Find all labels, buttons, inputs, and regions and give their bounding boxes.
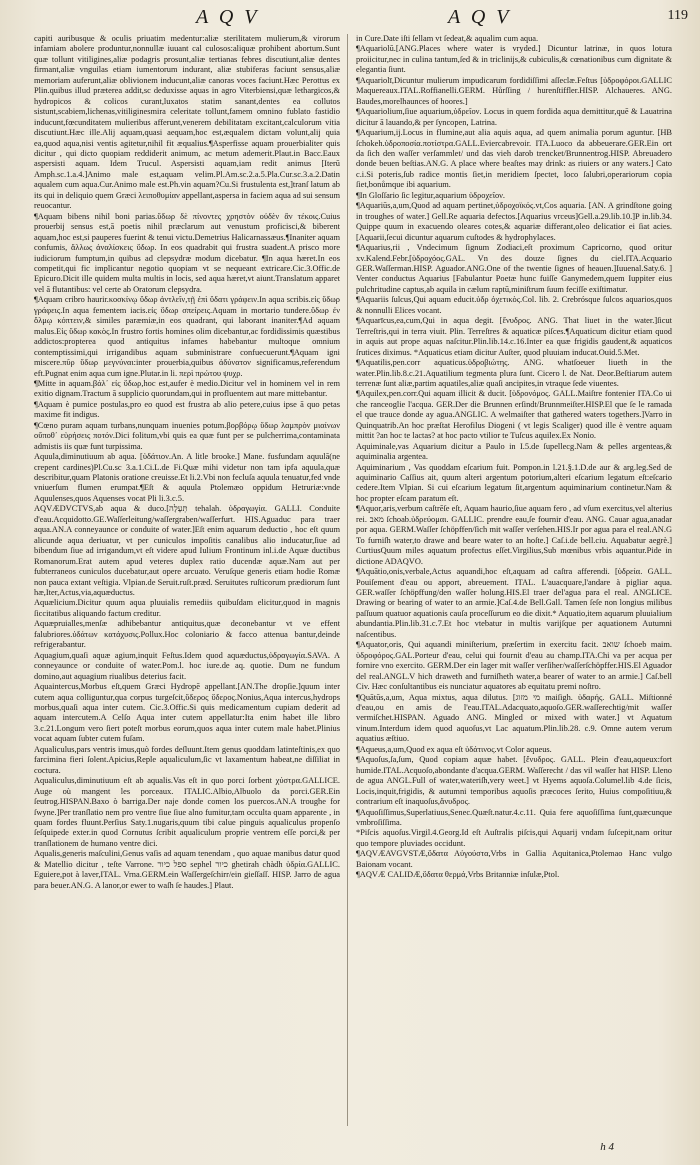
dictionary-entry: ¶Cœno puram aquam turbans,nunquam inuenies potum.βορβόρῳ ὕδωρ λαμπρὸν μιαίνων οὔποθ᾽ εὑρήσεις ποτόν.Dici folitum,vbi quis ea quæ funt per se pulcherrima,contaminata admistis iis quæ funt turpissima. (34, 420, 340, 451)
header-left-title: A Q V (196, 6, 260, 28)
dictionary-entry: ¶Aquātio,onis,verbale,Actus aquandi,hoc eſt,aquam ad caſtra afferendi. [ὑδρεία. GALL. Pouiſement d'eau ou apport, abreuement. ITAL. L'auacquare,l'andare à pigliar aqua. GER.waſſer ſchöpffung/den waſſer holung.HIS.El traer del'agua para el real. ANGLICE. Drawing or bearing of water to an armie.]Caſ.4.de Bell.Gall. Tamen ſeſe non longius milibus paſſuum quatuor aquationis cauſa proceſſurum eo die dixit.* Aquatio,item aquarum pluuialium abundantia.Plin.lib.31.c.7.Et hoc vtebatur in multis varijſque per aquationem Autumni naſcentibus. (356, 567, 672, 639)
dictionary-entry: ¶Aquam è pumice postulas,pro eo quod est frustra ab alio petere,cuius ipse ā quo petas maxime fit indigus. (34, 399, 340, 420)
dictionary-entry: Aquiminarium , Vas quoddam eſcarium fuit. Pompon.in l.21.§.1.D.de aur & arg.leg.Sed de aquiminario Caſſius ait, quum alteri argentum potorium,alteri eſcarium legatum eſt:eſcario cedere.Item Vlpian. Si cui eſcarium legatum ſit,argentum aquiminarium continetur.Nam & hoc propter eſcam paratum eſt. (356, 462, 672, 503)
dictionary-entry: ¶Aquarium,ij.Locus in flumine,aut alia aquis aqua, ad quem animalia porum aguntur. [ΗΒ ſchokeh.ὑδροποσία.ποτίστρα.GALL.Eviercabrevoir. ITA.Luoco da abbeuerare.GER.Ein ort da ſich den waſſer verſammlet/ und das vieh darob trencket/Brunnentrog.HISP. Abreuadero donde beuen beſtias.AN.G. A place where beaſtes may drink: as riuiers or any waters.] Cato c.i.Si poteris,ſub radice montis ſiet,in meridiem ſpectet, loco ſalubri,operariorum copia ſiet,bonůmque ibi aquarium. (356, 128, 672, 190)
dictionary-entry: Aquagium,quaſi aquæ agium,inquit Feſtus.Idem quod aquæductus,ὑδραγωγία.SAVA. A conneyaunce or conduite of water.Pom.l. hoc iure.de aq. quotie. Dum ne fundum domino,aut aquagium riualibus deterius facit. (34, 650, 340, 681)
dictionary-entry: ¶In Gloſſario ſic legitur,aquarium ὑδροχεῖον. (356, 190, 506, 200)
header-right-title: A Q V (448, 6, 512, 28)
dictionary-entry: ¶AQVÆ CALIDÆ,ὕδατα θερμά,Vrbs Britanniæ inſulæ,Ptol. (356, 870, 560, 880)
left-column (34, 34, 340, 1134)
dictionary-entry: Aquælicium.Dicitur quum aqua pluuialis remediis quibuſdam elicitur,quod in magnis ſiccitatibus aliquando factum creditur. (34, 598, 340, 618)
dictionary-entry: ¶Aquarius,rii , Vndecimum ſignum Zodiaci,eſt proximum Capricorno, quod oritur xv.Kalend.Febr.[ὑδροχόος.GAL. Vn des douze ſignes du ciel.ITA.Acquario GER.Waſſerman.HISP. Aguador.ANG.One of the twentie ſignes of heauen.]Iuuenal.Saty.6. ] Venter conductus Aquarius [Fabulantur Poetæ hunc fuiſſe Ganymedem,quem Iuppiter eius pulchritudine captus,ab aquila in cælum raptū,miniſtrum ſuum feciſſe exiſtimatur. (356, 243, 672, 294)
dictionary-entry: ¶Aquariis ſulcus,Qui aquam educit.ὑδρ ὀχετικὸς.Col. lib. 2. Crebrósque ſulcos aquarios,quos & nonnulli Elices vocant. (356, 295, 672, 315)
dictionary-entry: Aquiminale,vas Aquarium dicitur a Paulo in I.5.de ſupellecg.Nam & pelles argenteas,& aquiminalia argentea. (356, 441, 672, 462)
page-number: 119 (667, 8, 688, 23)
dictionary-entry: ¶Aquariūs,a,um,Quod ad aquam pertinet,ὑδροχοϊκός.vt,Cos aquaria. [AN. A grindſtone going in troughes of water.] Gell.Re aquaria defectos.[Aquarius vrceus]Gell.a.29.lib.10.]P in.lib.34. Quippe quum in exacuendo oleares cotes,& aquariæ differant,oleo delicatior ei ſiat acies.[Aquarii,ſecui dicuntur aquarum cuſtodes & hydrophylaces. (356, 201, 672, 242)
column-divider (347, 34, 348, 1126)
right-column (356, 34, 672, 1134)
dictionary-entry: ¶Quātūs,a,um, Aqua mixtus, aqua dilutus. [מי מזוג maiſigh. ὑδαρής. GALL. Miſtionné d'eau,ou en amis de l'eau.ITAL.Adacquato,aquoſo.GER.waſſerechtig/mit waſſer vermiſchet.HISPAN. Aguado ANG. Mingled or mixed with water.] vt Aquatum vinum.Interdum idem quod aquoſus,vt Lac aquatum.Plin.lib.28. c.9. Omne autem verum aquatius æſtiuo. (356, 692, 672, 744)
dictionary-entry: Aqualis,generis maſculini,Genus vaſis ad aquam tenendam , quo aquae manibus datur quod & Matellio dicitur , teſte Varrone. ספל כיור sephel כיור ghetirah chàdh ὑδρία.GALLIC. Eguiere,pot à laver,ITAL. Vrna.GERM.ein Waſſergeſchirr/ein gieſſaſſ. HISP. Jarro de agua para beuer.AN.G. A lanor,or ewer to waſh ſe haudes.] Plaut. (34, 849, 340, 890)
dictionary-entry: ¶Aquariolium,ſiue aquarium,ὑδρεῖον. Locus in quem fordida aqua demittitur,quē & Lauatrina dicitur ā lauando,& per ſyncopen, Latrina. (356, 107, 672, 127)
signature-mark: h 4 (600, 1141, 614, 1153)
dictionary-entry: ¶Aqueus,a,um,Quod ex aqua eſt ὑδάτινος.vt Color aqueus. (356, 744, 552, 754)
dictionary-entry: ¶Aquarīcus,ea,cum,Qui in aqua degit. [ἔνυδρος. ANG. That liuet in the water.]ſicut Terreſtris,qui in terra viuit. Plin. Terreſtres & aquaticæ piſces.¶Aquaticum dicitur etiam quod in aquis aut prope aquas naſcitur.Plin.lib.14.c.16.Inter ea quæ frigidis gaudent,& aquaticos ſrutices diximus. *Aquaticus etiam dicitur Auſter, quod pluuiam inducat.Ouid.5.Met. (356, 316, 672, 357)
dictionary-entry: ¶Aquilex,pen.corr.Qui aquam illicit & ducit. [ὑδρονόμος. GALL.Maiſtre fontenier ITA.Co ui che ranceoglie l'acqua. GER.Der die Brunnen erſindt/Brunnmeiſter.HISP.El que ſe le ramada el que trauce donde ay agua.ANGLIC. A welmaiſter that gathered waters togethers.]Varro in Quinquatrib.An hoc præſtat Herofilus Diogeni ( vt legis Scaliger) quod ille è ventre aquam mittit ?an hoc te lactas? at hoc pacto vtilior te Tuſcus aquilex.Ex Nonio. (356, 389, 672, 441)
dictionary-entry: Aquaintercus,Morbus eſt,quem Græci Hydropē appellant.[AN.The dropſie.]quum inter cutem aqua colliguntur,qua corpus turgeſcit,ὕδερος ὕδερος.Nonius,Aqua intercus,hydrops morbus,quaſi aqua inter cutem. Cic.3.Offic.Si quis medicamentum cupiam dederit ad aquam intercutem.A Celſo Aqua inter cutem appellatur:Ita enim habet ille libro 3.c.21.Longum vero ſiert poteſt morbus eorum,quos aqua inter cutem male habet.Plinius vocat aquam ſubter cutem fuſam. (34, 682, 340, 744)
dictionary-entry: ¶Aquariolī,Dicuntur mulierum impudicarum fordidiſſimi aſſeclæ.Feſtus [ὑδροφόροι.GALLIC Maquereaux.ITAL.Roffianelli.GERM. Hůrſſing / hurenſtiffler.HISP. Alchaueres. ANG. Baudes,morelhaunces of hoores.] (356, 75, 672, 106)
dictionary-entry: Aquæpruialles,menſæ adhibebantur antiquitus,quæ deconebantur vt ve effent falubriores.ὑδάτων κατάχυσις.Pollux.Hoc coloniario & facco attenua bantur,deinde refrigerabantur. (34, 619, 340, 650)
dictionary-entry: Aqualiculus,diminutiuum eſt ab aqualis.Vas eſt in quo porci ſorbent χύστρα.GALLICE. Auge où mangent les porceaux. ITALIC.Albio,Albuolo da porci.GER.Ein ſeutrog.HISPAN.Baxo ò barriga.Der naje donde comen los puercos.AN.A troughe for ſwyne.]Per tranſlatio nem pro ventre ſiue ſiue alno fumitur,tam occulta quam apparente , in quam fordes fluunt.Perſius Saty.1.nugaris,quum tibi calue pinguis aqualiculus propenſo ſeſquipede exter.in quod Cornutus ſcribit aqualiculum proprie ventrem eſſe porci,& per tranſlationem de humano ventre dici. (34, 776, 340, 848)
dictionary-entry: AQVÆDVCTVS,ab aqua & duco.[תְּעָלָה tehalah. ὑδραγωγία. GALLI. Conduite d'eau.Acquidotto.GE.Waſſerleitung/waſſergraben/waſſerfurt. HIS.Aguaduc para traer aqua.AN.A conneyaunce or conduite of water.]Eſt enim aquarum deductio , hoc eſt quum alicunde aqua deriuatur, vt per cuniculos impoſitis canalibus alio inducatur,ſiue ad bibendum ſiue ad irrigandum,vt eſt videre apud Iulium Frontinum inl.i.de Aquæ ductibus Romanorum.Erat autem apud veteres duplex ratio ducendæ aquæ.Nam aut per fubterraneos cuniculos ducebatur,aut opere arcuato. Veruſque generis etiam hodie Romæ non pauca extant veſtigia. Vlpian.de Seruit.ruſt.præd. Seruitutes ruſticorum prædiorum ſunt hæ,Iter,Actus,via,aquæductus. (34, 504, 340, 598)
dictionary-entry: in Cure.Date iſti ſellam vt ſedeat,& aqualim cum aqua. (356, 34, 539, 43)
dictionary-entry: Aquula,diminutiuum ab aqua. [ὑδάτιον.An. A litle brooke.] Mane. fusfundam aquulā(ne crepent cardines)Pl.Cu.sc 3.a.1.Ci.L.de Fi.Quæ mihi videtur non tam ipfa aquula,quæ describitur,quam Platonis oratione creuisse.Et li.2.Vbi non fecluſa aquula tenuatur,fed vnde vniuerſum flumen erumpat.¶Eſt & aquula Ptolemæo oppidum Hetruriæ:vnde Aquulenses,quos Aquenses vocat Pli li.3.c.5. (34, 452, 340, 503)
dictionary-entry: *Piſcis aquoſus.Virgil.4.Georg.Id eſt Auſtralis piſcis,qui Aquarij vndam ſuſcepit,nam oritur quo tempore pluviades occidunt. (356, 828, 672, 848)
dictionary-entry: ¶Aquariolū.[ANG.Places where water is vryded.] Dicuntur latrinæ, in quos lotura proiicitur,nec in culina tantum,ſed & in triclinijs,& cubiculis,& cœnationibus cum dignitate & elegantia ſiunt. (356, 44, 672, 75)
dictionary-entry: ¶Aquatilis,pen.corr aquaticus.ὑδροβιώτης. ANG. whatſoeuer liueth in the water.Plin.lib.8.c.21.Aquatilium tegmenta plura ſunt. Cicero l. de Nat. Deor.Beſtiarum autem terrenæ ſunt aliæ,partim aquatiles,aliæ quaſi ancipites,in vtraque ſede viuentes. (356, 358, 672, 388)
dictionary-entry: ¶Aquam bibens nihil boni parias.ὕδωρ δὲ πίνοντες χρηστὸν οὐδὲν ἂν τέκοις.Cuius prouerbij sensus est,ā poetis nihil præclarum aut venustum proficisci,& biberent aquam,hoc est,si pauperes fuerint & tenui victu.Demetrius Halicarnassæus.¶Inaniter aquam confumis, ἄλλως ἀναλίσκεις ὕδωρ. In eos quadrabit qui frustra suadent.A prisco more iudiciorum fumptum,in quibus ad clepsydræ modum dicebatur. ¶In aqua hæret.In eos competit,qui fic implicantur negotio quopiam vt se nequeant extricare.Cic.3.Offic.de Epicuro.Dicit ille quidem multa multis in locis, sed aqua hæret,vt aiunt.Translatum apparet vel ā flutantibus: vel certe ab Oratorum clepsydra. (34, 211, 340, 294)
dictionary-entry: ¶Aquator,oris, Qui aquandi miniſterium, præſertim in exercitu facit. שואב ſchoeb maim. ὑδροφόρος.GAL.Porteur d'eau, celui qui fournit d'eau au champ.ITA.Chi va per acqua per fornire vno exercito. GERM.Der ein lager mit waſſer verſiher/waſſerſchöpffer.HIS.El Aguador del real.ANGL.V hich draweth and furniſheth water,a bearer of water to an armie.] Caſ.bell Civ. Hæc conſultantibus eis nunciatur aquatores ab equitatu premi noſtro. (356, 640, 672, 692)
dictionary-entry: ¶AQVÆAVGVSTÆ,ὕδατα Αὐγούστα,Vrbs in Gallia Aquitanica,Ptolemao Hanc vulgo Baionam vocant. (356, 849, 672, 869)
dictionary-entry: ¶Aquor,aris,verbum caſtrēſe eſt, Aquam haurio,ſiue aquam fero , ad vſum exercitus,vel alterius rei. מאב ſchoab.ὑδρεύομαι. GALLIC. prendre eau,ſe fournir d'eau. ANG. Cauar agua,anadar por aqua. GERM.Waſſer ſchöpffen/ſich mit waſſer verſehen.HIS.Ir por agua para el real.AN.G To furniſh water,to drawe and beare water to an hoſte.] Caſ.i.de bell.ciu. Aquabatur aegrè.] CurtiusQuum miles aquatum profectus eſſet.Virgilius,Sub mœnibus vrbis aquantur.Pide in dictione ADAQVO. (356, 504, 672, 566)
dictionary-entry: ¶Aquoſiſſimus,Superlatiuus,Senec.Quæſt.natur.4.c.11. Quia fere aquoſiſſima ſunt,quæcunque vmbroſiſſima. (356, 807, 672, 827)
running-header (0, 6, 700, 32)
dictionary-entry: ¶Aquoſus,ſa,ſum, Quod copiam aquæ habet. [ἔνυδρος. GALL. Plein d'eau,aqueux:fort humide.ITAL.Acquoſo,abondante d'acqua.GERM. Waſſerecht / das vil waſſer hat HISP. Lleno de agua ANGL.Full of water,wateriſh,very weet.] vt Hyems aquoſa.Columel.lib 4.de ſicis, Locis,inquit,frigidis, & autumni temporibus aquoſis præcoces ſerito, Huius compoſitiuu,& contrarium eſt inaquoſus,ἄνυδρος. (356, 755, 672, 807)
dictionary-entry: ¶Mitte in aquam.βάλ᾽ εἰς ὕδωρ,hoc est,aufer è medio.Dicitur vel in hominem vel in rem exitio dignam.Tractum ā supplicio quorundam,qui in profluentem aut mare mittebantur. (34, 378, 340, 399)
dictionary-entry: ¶Aquam cribro haurir.κοσκίνῳ ὕδωρ ἀντλεῖν,τῇ ἐπὶ ὕδατι γράφειν.In aqua scribis.εἰς ὕδωρ γράφεις.In aqua fementem iacis.εἰς ὕδωρ σπείρεις.Aquam in mortario tundere.ὕδωρ ἐν ὅλμῳ κόπτειν,& similes paræmiæ,in eos quadrant, qui laborant inaniter.¶Ad aquam malus.Εἰς ὕδωρ κακὸς.In frustro fortis homines olim dicebantur,ac fordidissimis quæstibus addictos:propterea quod antiquitus infames habebantur multoque omnium contemptissimi,qui irrigandibus aquam subministrare confuecuerunt.¶Aquam igni miscere.πῦρ ὕδωρ μεγνύναι:inter prouerbia,quibus ἀδύνατον significamus,referendum eft.Pugnat enim aqua cum igne.Plutar.in li. περὶ πρώτου ψυχρ. (34, 295, 340, 378)
dictionary-entry: Aqualiculus,pars ventris imus,quò fordes deſluunt.Item genus quoddam latinteſtinis,ex quo farcimina fieri ſolent.Apicius,Reple aqualiculum,ſic vt laxamentum habeat,ne diſſiliat in coctura. (34, 744, 340, 775)
dictionary-entry: capiti auribusque & oculis priuatim medentur:aliæ sterilitatem mulierum,& virorum infamiam abolere produntur,nonnullæ iuuant cal culosos:aliquæ prohibent abortum.Sunt quæ tollunt vitiligines,aliæ podagris prosunt,aliæ tertianas febres discutiunt,aliæ dentes firmant,aliæ vnguilas etiam iumentorum indurant, aliæ stubiferas faciunt sensus,aliæ memoriam auferunt,aliæ oblivionem inducunt,aliæ canoras voces faciunt.Hæc Perottus ex Plin.quibus illud præterea addit,sc deduxisse aquas in agro Viterbiensi,quæ lethargicos,& hydropicos & colicos curant,luxatos statim sanant,dentes ea collutos sistunt,scabiem,lichenas,vitiliginesmira celeritate tollunt,famem omnino fublato fastidio inducunt,fœcunditatem mulieribus afferunt,venerem debilitatam excitant,calculorum vitia discutiunt.Hæc ille.Alij aquam,quasi aequam,hoc est,æqualem dictam volunt,alij quia ea,quod aqua,nisi ventis agitetur,nihil fit æqualius.¶Asperfisse aquam prouerbialiter quis dicitur , qui dicto quopiam reddiderit animum, ac metum ademerit.Plaut.in Bacc.Eaux aspersisti aquam. Idem Trucul. Aspersisti aquam,iam redit animus [Iterū Amph.sc.1.a.4.]Animo male est,aquam velim.Pl.Am.sc.2.a.5.Pla.Cur.sc.3.a.2.Datin aqualem cum aqua.Cur.Animo male est.Ph.vin aquam?Cu.Si frustulenta est,]tranſ latum ab its qui in deliquio quem Græci λειποθυμίαν appellant,aspersa in faciem aqua ad sui sensum reuocantur. (34, 34, 340, 211)
